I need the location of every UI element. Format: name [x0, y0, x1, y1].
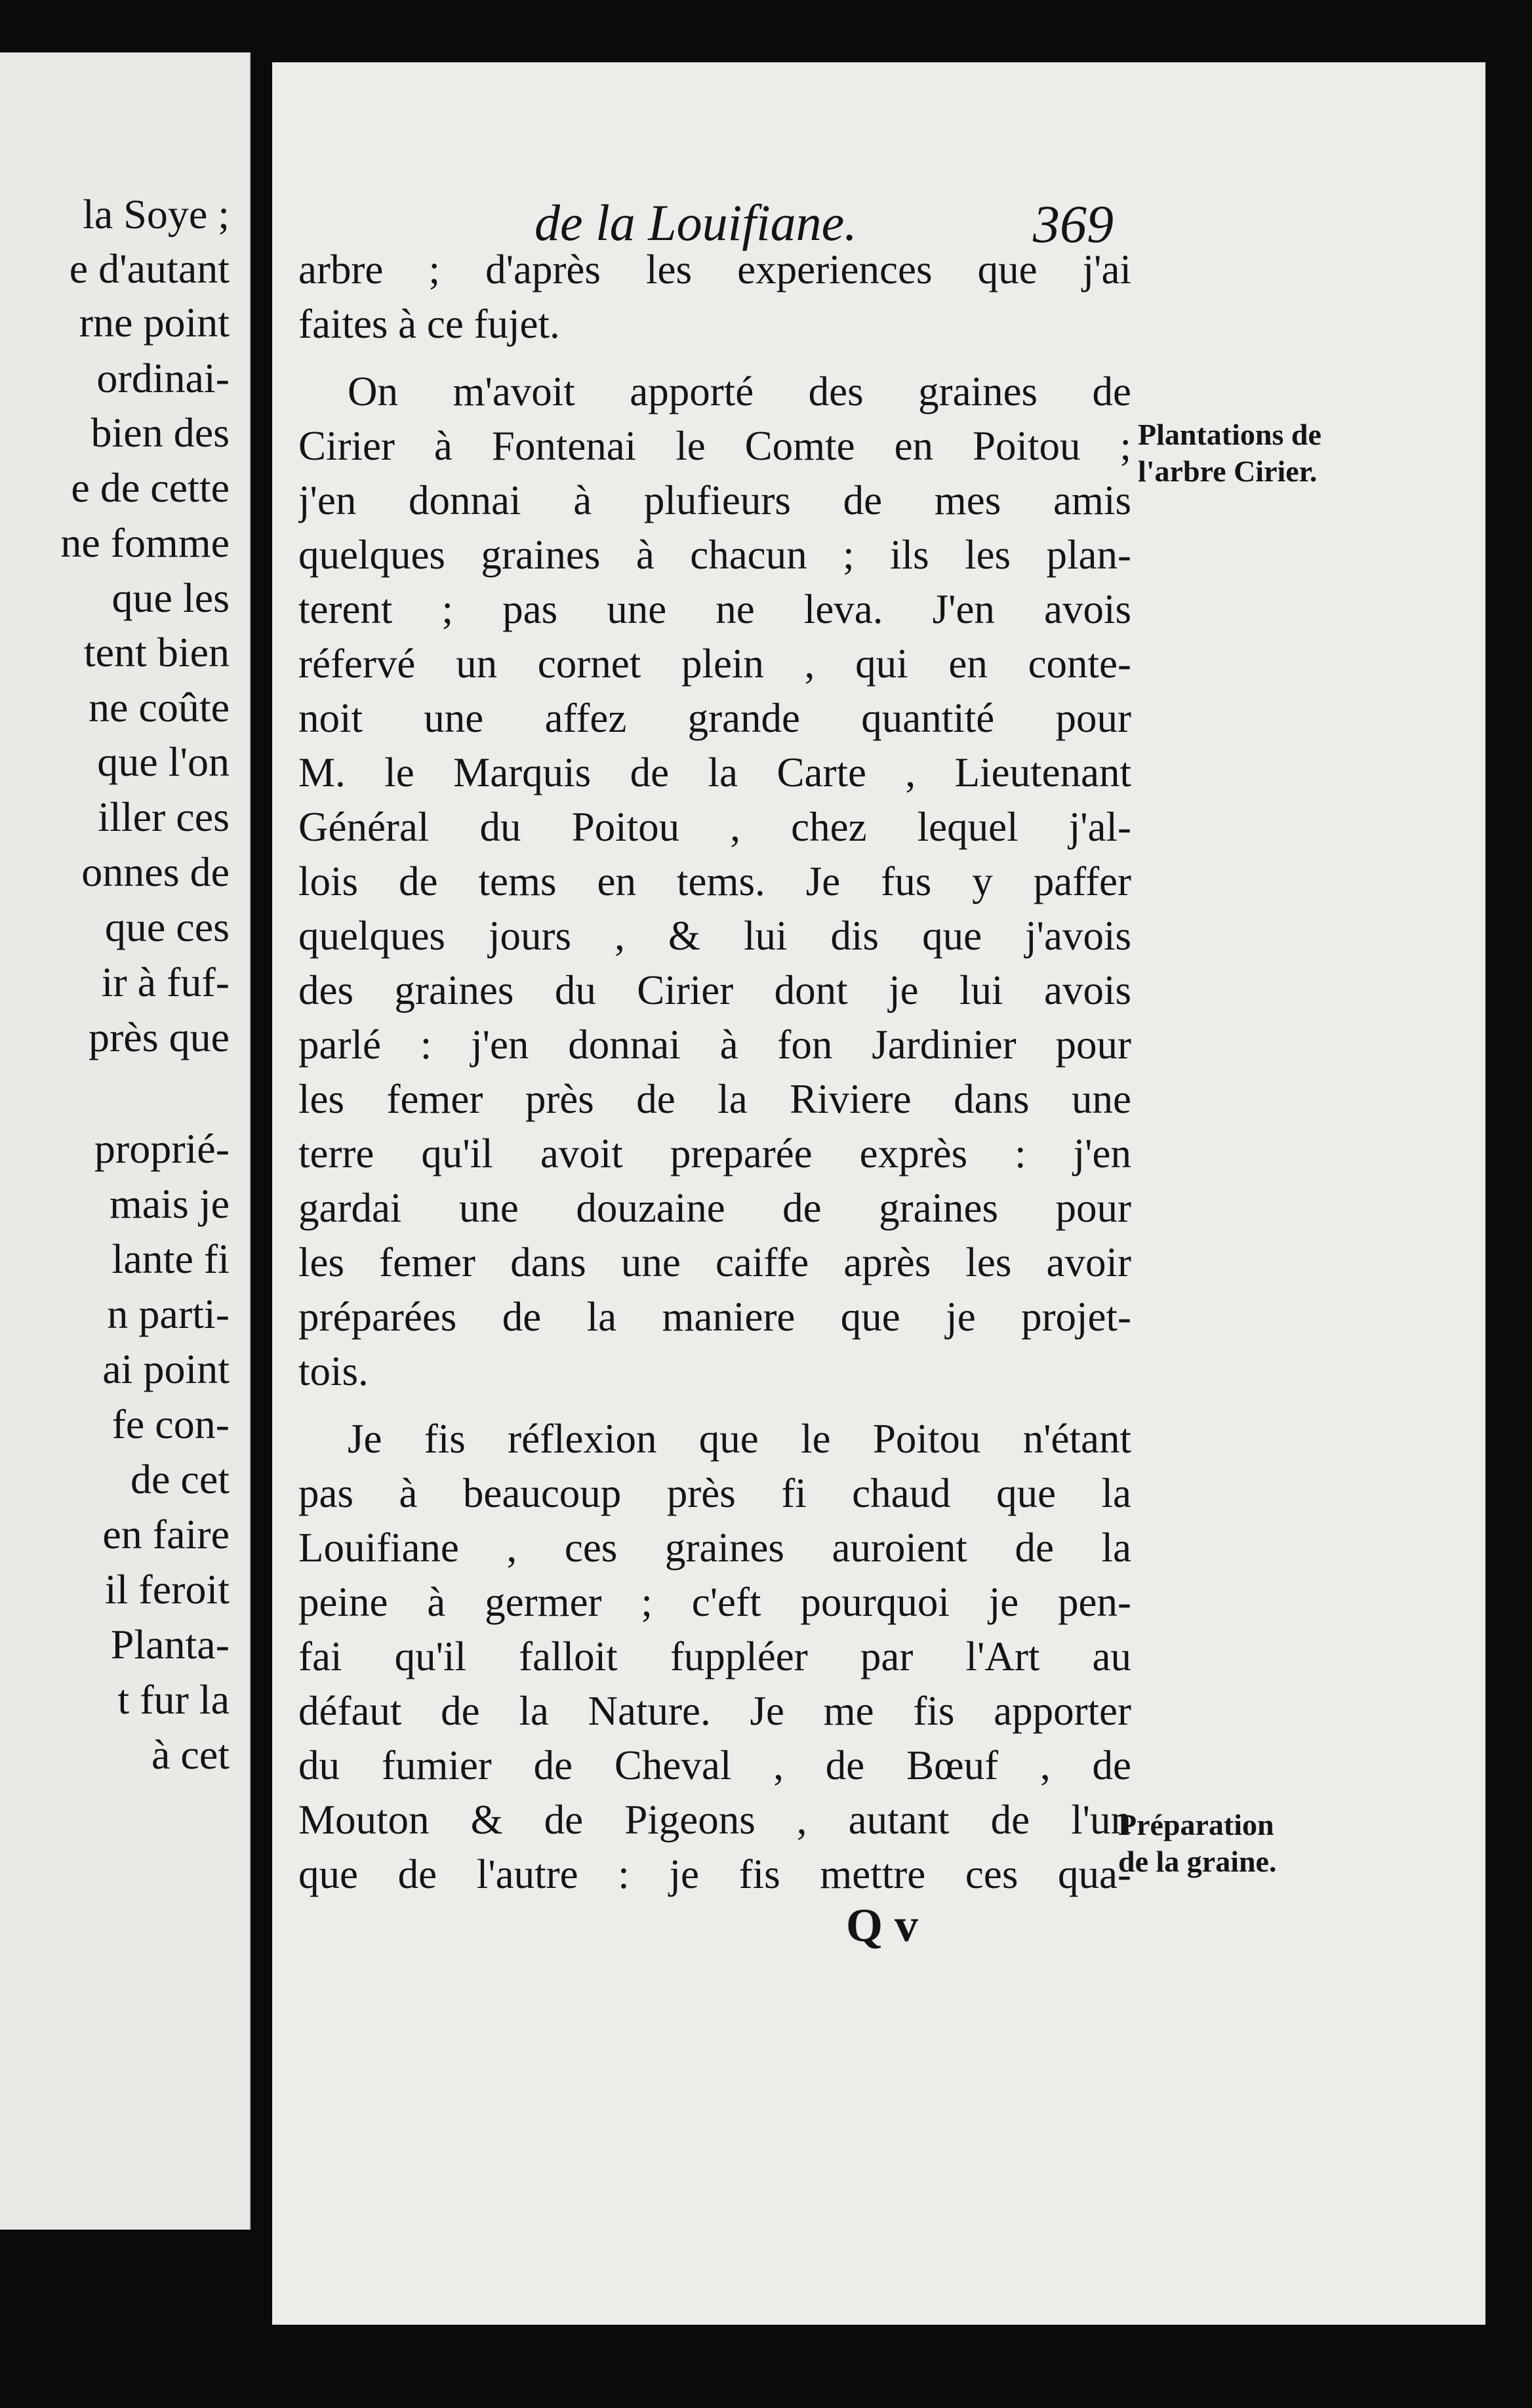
- text-line: Je fis réflexion que le Poitou n'étant: [348, 1416, 1131, 1462]
- page-number: 369: [1033, 194, 1114, 254]
- left-page-line: en faire: [102, 1511, 230, 1557]
- running-head: de la Louifiane.: [534, 194, 857, 251]
- text-line: On m'avoit apporté des graines de: [348, 369, 1131, 414]
- text-line: pas à beaucoup près fi chaud que la: [298, 1470, 1131, 1516]
- text-line: noit une affez grande quantité pour: [298, 695, 1131, 741]
- signature-mark: Q v: [846, 1899, 919, 1952]
- text-line: quelques graines à chacun ; ils les plan-: [298, 532, 1131, 578]
- text-line: des graines du Cirier dont je lui avois: [298, 967, 1131, 1013]
- text-line: Général du Poitou , chez lequel j'al-: [298, 804, 1131, 850]
- paragraph-gap: [298, 351, 1131, 365]
- left-page-line: à cet: [151, 1731, 230, 1778]
- text-line: Louifiane , ces graines auroient de la: [298, 1525, 1131, 1571]
- text-line: tois.: [298, 1348, 369, 1394]
- text-line: terre qu'il avoit preparée exprès : j'en: [298, 1131, 1131, 1176]
- text-line: faites à ce fujet.: [298, 301, 560, 347]
- paragraph: [298, 365, 1131, 1399]
- text-line: gardai une douzaine de graines pour: [298, 1185, 1131, 1231]
- margin-note-line: Plantations de: [1138, 418, 1321, 451]
- text-line: terent ; pas une ne leva. J'en avois: [298, 586, 1131, 632]
- text-line: défaut de la Nature. Je me fis apporter: [298, 1688, 1131, 1734]
- left-page-line: que les: [111, 574, 230, 621]
- text-line: Cirier à Fontenai le Comte en Poitou ;: [298, 423, 1131, 469]
- paragraph: [298, 1412, 1131, 1902]
- right-page: [272, 62, 1485, 2325]
- left-page-line: fe con-: [111, 1401, 230, 1447]
- left-page-line: e d'autant: [69, 245, 230, 292]
- margin-note-line: de la graine.: [1118, 1845, 1277, 1878]
- left-page-line: Planta-: [110, 1621, 230, 1668]
- left-page-line: ne coûte: [89, 684, 230, 731]
- text-line: les femer dans une caiffe après les avoir: [298, 1239, 1131, 1285]
- left-page-line: ne fomme: [60, 519, 230, 566]
- left-page-line: ir à fuf-: [101, 959, 230, 1005]
- text-line: peine à germer ; c'eft pourquoi je pen-: [298, 1579, 1131, 1625]
- left-page-line: il feroit: [104, 1566, 230, 1613]
- margin-note-line: l'arbre Cirier.: [1138, 454, 1318, 488]
- left-page-line: onnes de: [81, 849, 230, 895]
- left-page-line: bien des: [91, 409, 230, 456]
- left-page-line: près que: [88, 1014, 230, 1060]
- margin-note-preparation: [1118, 1807, 1367, 1880]
- text-line: réfervé un cornet plein , qui en conte-: [298, 641, 1131, 687]
- left-page-line: que l'on: [97, 738, 230, 785]
- left-page-line: mais je: [109, 1180, 230, 1227]
- left-page-line: proprié-: [94, 1125, 230, 1172]
- left-page-line: que ces: [104, 904, 230, 950]
- text-line: préparées de la maniere que je projet-: [298, 1294, 1131, 1340]
- left-page-line: ai point: [102, 1346, 230, 1392]
- left-page-line: rne point: [79, 299, 230, 346]
- text-line: que de l'autre : je fis mettre ces qua-: [298, 1851, 1131, 1897]
- left-page-line: tent bien: [83, 629, 230, 675]
- left-page-line: t fur la: [117, 1676, 230, 1723]
- left-page: [0, 52, 251, 2230]
- margin-note-line: Préparation: [1118, 1808, 1274, 1841]
- left-page-line: ordinai-: [96, 355, 230, 401]
- left-page-line: n parti-: [107, 1291, 230, 1337]
- paragraph-gap: [298, 1399, 1131, 1412]
- left-page-line: la Soye ;: [83, 191, 230, 237]
- left-page-line: e de cette: [71, 464, 230, 511]
- text-line: j'en donnai à plufieurs de mes amis: [298, 477, 1131, 523]
- text-line: lois de tems en tems. Je fus y paffer: [298, 858, 1131, 904]
- text-line: les femer près de la Riviere dans une: [298, 1076, 1131, 1122]
- body-text: [298, 243, 1131, 1902]
- text-line: arbre ; d'après les experiences que j'ai: [298, 247, 1131, 292]
- text-line: parlé : j'en donnai à fon Jardinier pour: [298, 1022, 1131, 1068]
- text-line: Mouton & de Pigeons , autant de l'un: [298, 1797, 1131, 1843]
- text-line: quelques jours , & lui dis que j'avois: [298, 913, 1131, 959]
- margin-note-plantations: [1138, 416, 1387, 490]
- text-line: M. le Marquis de la Carte , Lieutenant: [298, 750, 1131, 795]
- left-page-line: de cet: [131, 1456, 230, 1502]
- paragraph: [298, 243, 1131, 351]
- left-page-line: iller ces: [98, 793, 230, 840]
- text-line: du fumier de Cheval , de Bœuf , de: [298, 1742, 1131, 1788]
- text-line: fai qu'il falloit fuppléer par l'Art au: [298, 1634, 1131, 1679]
- left-page-line: lante fi: [111, 1235, 230, 1282]
